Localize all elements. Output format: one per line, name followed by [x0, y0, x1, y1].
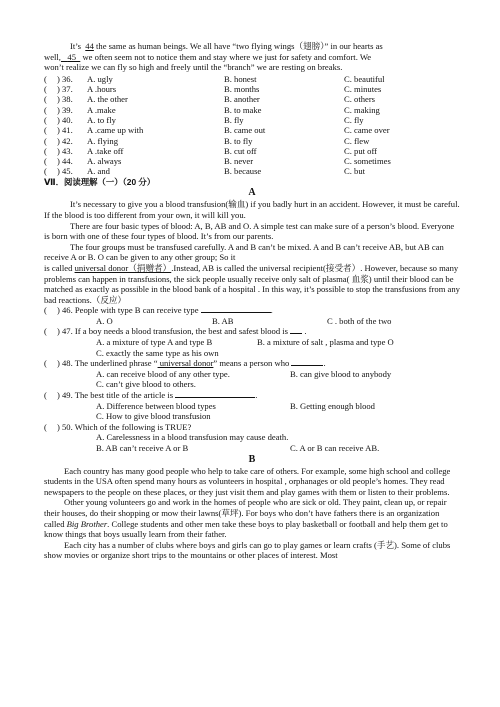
passage-a-p3: The four groups must be transfused carefully. A and B can’t be mixed. A and B can’t receive AB, but AB can receive A or B. O can be given to any other group; So it	[44, 241, 444, 263]
passage-a-p2: There are four basic types of blood: A, B, AB and O. A simple test can make sure of a person’s blood. Everyone is born with one of these four types of blood. It’s from our parents.	[44, 220, 455, 242]
passage-b-p1: Each country has many good people who help to take care of others. For example, some high school and college students in the USA often spend many hours as volunteers in hospital , orphanages or old people’s homes. They read newspapers to the people on these places, or they just visit them and play games with them or listen to their problems.	[44, 465, 451, 497]
question-50: ( ) 50. Which of the following is TRUE? A. Carelessness in a blood transfusion may cause death. B. AB can’t receive A or B C. A or B can receive AB.	[44, 421, 380, 453]
passage-a-p1: It’s necessary to give you a blood transfusion(输血) if you badly hurt in an accident. However, it must be careful. If the blood is too different from your own, it will kill you.	[44, 199, 460, 220]
question-49: ( ) 49. The best title of the article is . A. Difference between blood types B. Getting enough blood C. How to give blood transfusion	[44, 390, 375, 422]
option-row-45: ( ) 45. A. and B. because C. but	[44, 166, 366, 177]
question-47: ( ) 47. If a boy needs a blood transfusion, the best and safest blood is . A. a mixture of type A and type B B. a mixture of salt , plasma and type O C. exactly the same type as his own	[44, 326, 394, 358]
option-row-44: ( ) 44. A. always B. never C. sometimes	[44, 156, 391, 167]
underlined-phrase: universal donor（捐赠者）	[74, 262, 172, 273]
cloze-blank-44: 44	[85, 41, 94, 51]
cloze-line-2	[44, 52, 460, 63]
answer-blank	[291, 358, 323, 366]
cloze-line-1	[44, 41, 460, 52]
option-row-40: ( ) 40. A. to fly B. fly C. fly	[44, 114, 364, 125]
option-list	[44, 74, 460, 177]
option-row-41: ( ) 41. A .came up with B. came out C. came over	[44, 125, 390, 136]
passage-b-letter: B	[248, 453, 256, 465]
answer-blank	[201, 305, 271, 313]
cloze-text: the same as human beings. We all have “two flying wings（翅膀）” in our hearts as	[96, 41, 383, 51]
exam-page	[44, 41, 460, 561]
section-title: Ⅶ．阅读理解（一）（20 分）	[44, 176, 156, 187]
option-row-39: ( ) 39. A .make B. to make C. making	[44, 104, 380, 115]
question-48: ( ) 48. The underlined phrase “ universal donor” means a person who . A. can receive blood of any other type. B. can give blood to anybody C. can’t give blood to others.	[44, 358, 392, 390]
option-row-37: ( ) 37. A .hours B. months C. minutes	[44, 84, 382, 95]
answer-blank	[175, 390, 255, 398]
option-row-43: ( ) 43. A .take off B. cut off C. put off	[44, 145, 378, 156]
cloze-text: It’s	[70, 41, 81, 51]
passage-a-p4: is called universal donor（捐赠者）.Instead, AB is called the universal recipient(接受者）. However, because so many problems can happen in transfusions, the sick people usually receive only salt of plasma( 血浆) until their blood can be matched as exactly as possible in the blood bank of a hospital . In this way, it’s possible to stop the transfusions from any bad reactions.（反应）	[44, 262, 460, 305]
cloze-line-3: won’t realize we can fly so high and freely until the “branch” we are resting on breaks.	[44, 62, 343, 73]
passage-b-p3: Each city has a number of clubs where boys and girls can go to play games or learn crafts (手艺). Some of clubs show movies or organize short trips to the mountains or other places of interest. Most	[44, 539, 451, 561]
cloze-blank-45: 45	[67, 51, 76, 62]
option-row-38: ( ) 38. A. the other B. another C. others	[44, 94, 376, 105]
option-row-42: ( ) 42. A. flying B. to fly C. flew	[44, 135, 370, 146]
passage-b-p2: Other young volunteers go and work in the homes of people who are sick or old. They paint, clean up, or repair their houses, do their shopping or mow their lawns(草坪). For boys who don’t have fathers there is an organization called Big Brother. College students and other men take these boys to play basketball or football and help them get to know things that boys usually learn from their father.	[44, 497, 448, 540]
question-46: ( ) 46. People with type B can receive type . A. O B. AB C . both of the two	[44, 305, 392, 326]
passage-a-letter: A	[248, 187, 256, 199]
cloze-text: we often seem not to notice them and stay where we just for safety and comfort. We	[82, 51, 372, 62]
cloze-text: well,	[44, 51, 61, 62]
answer-blank	[290, 326, 302, 334]
option-row-36: ( ) 36. A. ugly B. honest C. beautiful	[44, 73, 385, 84]
